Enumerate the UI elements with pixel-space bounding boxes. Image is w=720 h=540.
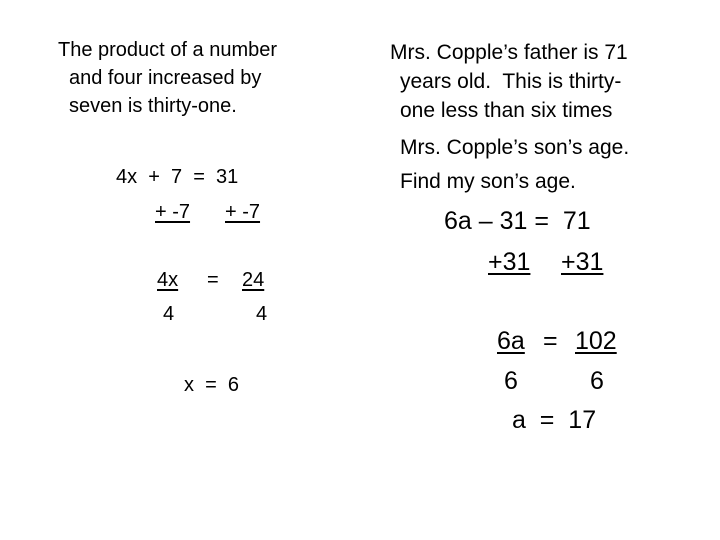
right-problem-line-5: Find my son’s age. <box>400 170 576 193</box>
right-divide-equals: = <box>543 327 558 355</box>
right-step-add-b: +31 <box>561 248 604 276</box>
right-divide-numerator-right: 102 <box>575 327 617 355</box>
left-divide-denominator-right: 4 <box>256 303 268 325</box>
right-step-add-a: +31 <box>488 248 531 276</box>
right-equation: 6a – 31 = 71 <box>444 207 591 235</box>
right-problem-line-1: Mrs. Copple’s father is 71 <box>390 41 628 64</box>
left-step-add-b: + -7 <box>225 201 261 223</box>
left-step-add-a: + -7 <box>155 201 191 223</box>
right-answer: a = 17 <box>512 406 597 434</box>
left-problem-line-2: and four increased by <box>69 67 262 89</box>
right-problem-line-3: one less than six times <box>400 99 613 122</box>
left-divide-numerator-right: 24 <box>242 269 265 291</box>
left-answer: x = 6 <box>184 374 240 396</box>
right-divide-numerator-left: 6a <box>497 327 525 355</box>
right-problem-line-4: Mrs. Copple’s son’s age. <box>400 136 630 159</box>
left-divide-equals: = <box>207 269 219 291</box>
left-problem-line-1: The product of a number <box>58 39 278 61</box>
right-divide-denominator-left: 6 <box>504 367 518 395</box>
right-divide-denominator-right: 6 <box>590 367 604 395</box>
left-divide-denominator-left: 4 <box>163 303 175 325</box>
left-equation: 4x + 7 = 31 <box>116 166 239 188</box>
right-problem-line-2: years old. This is thirty- <box>400 70 622 93</box>
left-divide-numerator-left: 4x <box>157 269 179 291</box>
left-problem-line-3: seven is thirty-one. <box>69 95 237 117</box>
